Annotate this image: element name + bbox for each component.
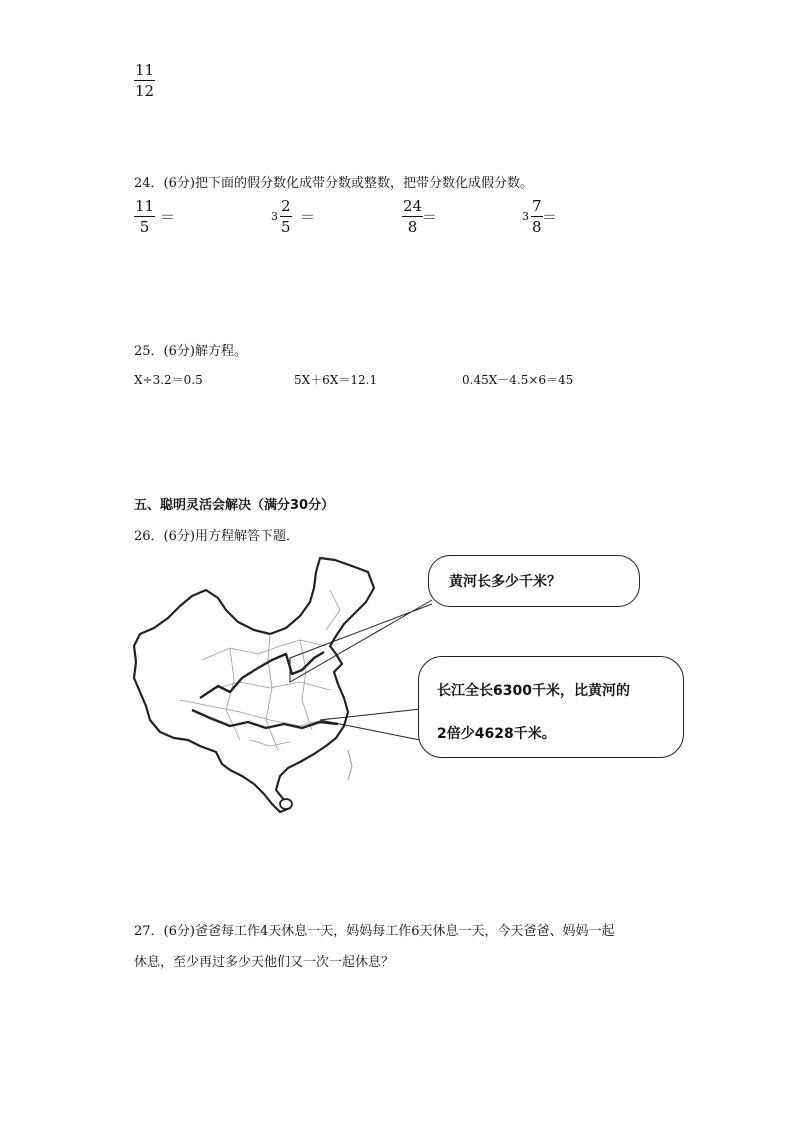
section-5-title: 五、聪明灵活会解决（满分30分） xyxy=(134,498,335,513)
fraction-bar xyxy=(280,216,292,217)
equation-3: 0.45X－4.5×6＝45 xyxy=(462,373,574,387)
numerator: 11 xyxy=(135,61,155,79)
equals-sign: ＝ xyxy=(422,208,438,226)
numerator: 2 xyxy=(281,197,291,215)
whole-part: 3 xyxy=(522,210,529,223)
equals-sign: ＝ xyxy=(160,208,176,226)
fraction-bar xyxy=(402,216,423,217)
fraction-bar xyxy=(134,216,155,217)
question-27-line-1: 27．(6分)爸爸每工作4天休息一天，妈妈每工作6天休息一天，今天爸爸、妈妈一起 xyxy=(134,924,615,939)
denominator: 8 xyxy=(407,218,418,236)
numerator: 7 xyxy=(532,197,542,215)
q24-fraction-3 xyxy=(402,198,423,236)
denominator: 5 xyxy=(139,218,150,236)
equation-2: 5X＋6X＝12.1 xyxy=(294,373,378,387)
equation-1: X÷3.2＝0.5 xyxy=(134,373,203,387)
denominator: 5 xyxy=(281,218,291,236)
bubble-question-text: 黄河长多少千米？ xyxy=(449,574,561,590)
speech-bubble-info xyxy=(418,656,684,758)
q24-fraction-4 xyxy=(531,198,543,236)
q24-fraction-2 xyxy=(280,198,292,236)
speech-bubble-question xyxy=(428,555,640,607)
denominator: 12 xyxy=(135,82,155,100)
fraction-bar xyxy=(134,80,155,81)
top-fraction xyxy=(134,62,155,100)
whole-part: 3 xyxy=(271,210,278,223)
bubble-info-line-1: 长江全长6300千米，比黄河的 xyxy=(437,683,630,699)
numerator: 24 xyxy=(403,197,423,215)
question-26-label: 26．(6分)用方程解答下题． xyxy=(134,529,299,544)
equals-sign: ＝ xyxy=(542,208,558,226)
denominator: 8 xyxy=(532,218,542,236)
numerator: 11 xyxy=(135,197,155,215)
callout-pointers xyxy=(280,590,440,750)
q24-fraction-1 xyxy=(134,198,155,236)
equals-sign: ＝ xyxy=(300,208,316,226)
question-25-label: 25．(6分)解方程。 xyxy=(134,344,247,359)
question-24-label: 24．(6分)把下面的假分数化成带分数或整数，把带分数化成假分数。 xyxy=(134,176,533,191)
question-27-line-2: 休息，至少再过多少天他们又一次一起休息？ xyxy=(134,955,395,970)
bubble-info-line-2: 2倍少4628千米。 xyxy=(437,726,556,742)
fraction-bar xyxy=(531,216,543,217)
